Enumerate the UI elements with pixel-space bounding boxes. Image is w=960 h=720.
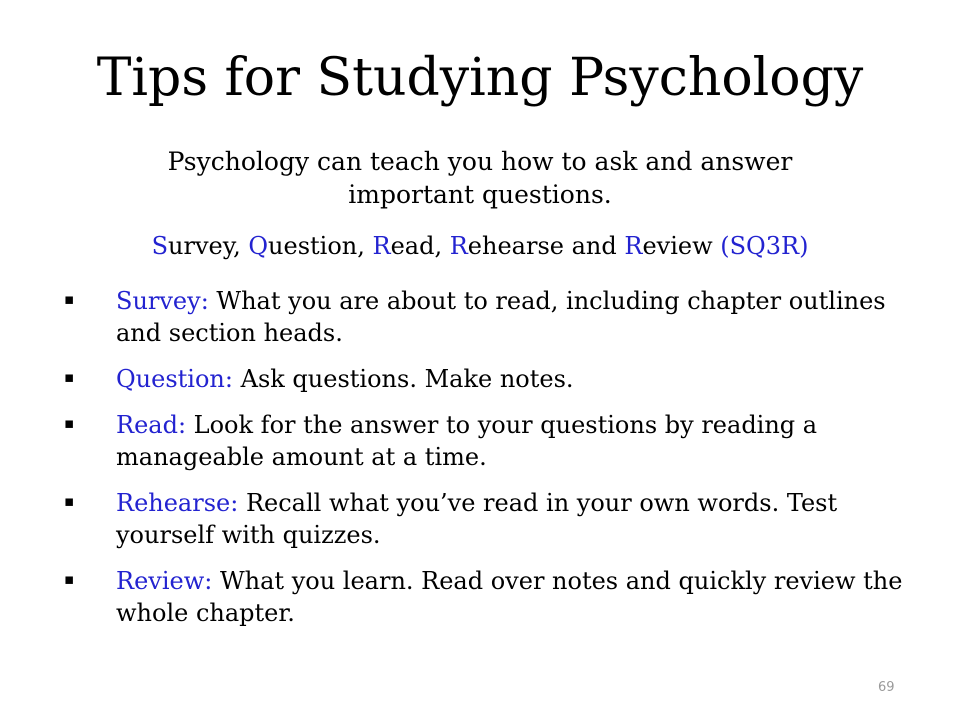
square-bullet-icon: ▪ xyxy=(64,570,75,588)
sq3r-rest: eview xyxy=(642,232,721,260)
bullet-list xyxy=(64,285,904,643)
bullet-text xyxy=(116,565,904,629)
sq3r-rest: urvey, xyxy=(168,232,249,260)
bullet-text xyxy=(116,409,904,473)
sq3r-initial: S xyxy=(151,232,169,260)
sq3r-line xyxy=(80,232,880,261)
sq3r-initial: Q xyxy=(248,232,269,260)
bullet-description: Ask questions. Make notes. xyxy=(240,365,574,393)
bullet-review xyxy=(64,565,904,629)
square-bullet-icon: ▪ xyxy=(64,414,75,432)
sq3r-abbreviation: (SQ3R) xyxy=(720,232,809,260)
bullet-term: Survey: xyxy=(116,287,209,315)
sq3r-initial: R xyxy=(449,232,468,260)
bullet-description: Recall what you’ve read in your own words. Test yourself with quizzes. xyxy=(116,489,838,549)
sq3r-word-read xyxy=(373,232,450,260)
bullet-text xyxy=(116,363,904,395)
sq3r-rest: ead, xyxy=(390,232,450,260)
bullet-text xyxy=(116,487,904,551)
sq3r-rest: ehearse and xyxy=(467,232,625,260)
sq3r-word-survey xyxy=(152,232,249,260)
bullet-description: What you are about to read, including chapter outlines and section heads. xyxy=(116,287,886,347)
bullet-question xyxy=(64,363,904,395)
bullet-read xyxy=(64,409,904,473)
sq3r-initial: R xyxy=(624,232,643,260)
page-number: 69 xyxy=(878,680,895,695)
square-bullet-icon: ▪ xyxy=(64,492,75,510)
bullet-term: Read: xyxy=(116,411,187,439)
bullet-survey xyxy=(64,285,904,349)
bullet-term: Review: xyxy=(116,567,213,595)
bullet-text xyxy=(116,285,904,349)
sq3r-word-question xyxy=(248,232,372,260)
sq3r-initial: R xyxy=(372,232,391,260)
sq3r-rest: uestion, xyxy=(268,232,373,260)
bullet-description: What you learn. Read over notes and quickly review the whole chapter. xyxy=(116,567,903,627)
bullet-term: Rehearse: xyxy=(116,489,239,517)
intro-text: Psychology can teach you how to ask and answer important questions. xyxy=(167,147,793,209)
sq3r-word-rehearse xyxy=(450,232,625,260)
bullet-term: Question: xyxy=(116,365,233,393)
slide-title: Tips for Studying Psychology xyxy=(96,48,864,108)
bullet-rehearse xyxy=(64,487,904,551)
square-bullet-icon: ▪ xyxy=(64,368,75,386)
sq3r-word-review xyxy=(624,232,720,260)
bullet-description: Look for the answer to your questions by reading a manageable amount at a time. xyxy=(116,411,818,471)
square-bullet-icon: ▪ xyxy=(64,290,75,308)
